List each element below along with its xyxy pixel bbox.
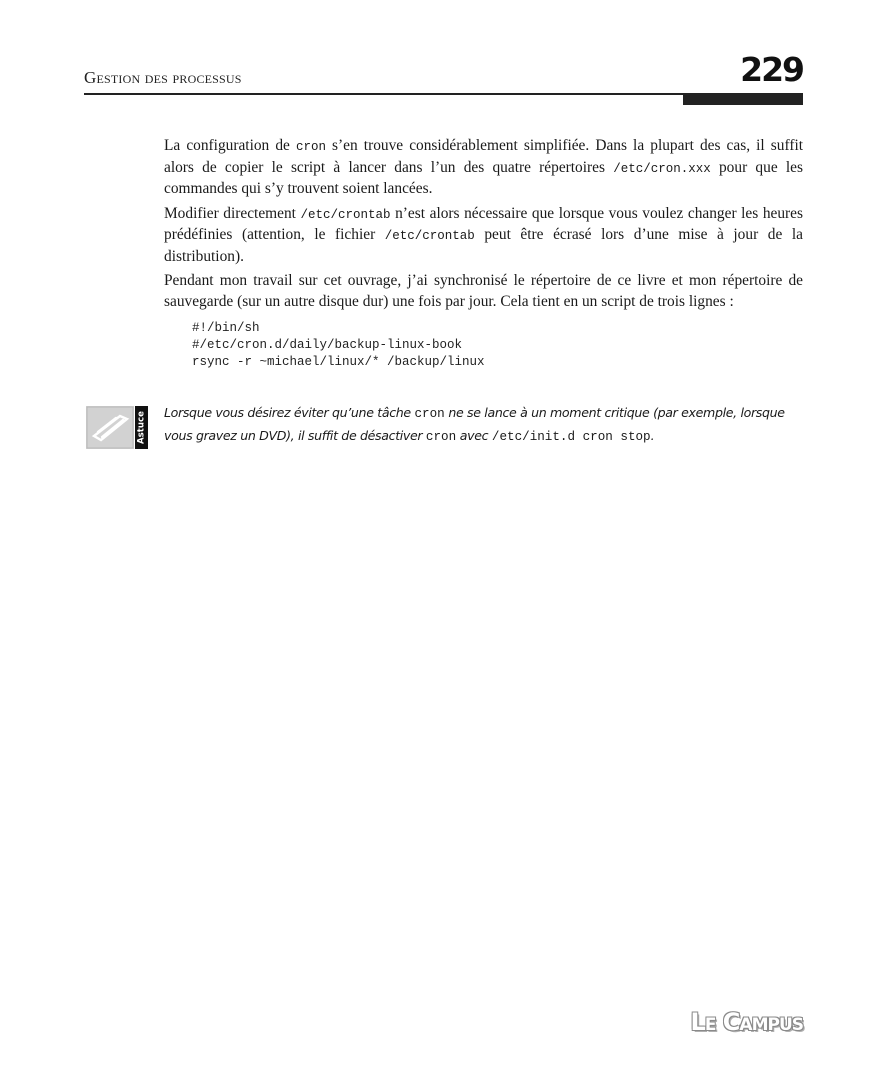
code-line: rsync -r ~michael/linux/* /backup/linux [192, 355, 485, 369]
code-line: #!/bin/sh [192, 321, 260, 335]
paragraph-3: Pendant mon travail sur cet ouvrage, j’ai synchronisé le répertoire de ce livre et mon répertoire de sauvegarde (sur un autre disque dur) une fois par jour. Cela tient en un script de trois lignes : [164, 272, 803, 310]
paragraph-1-text-a: La configuration de [164, 137, 296, 154]
body-text [164, 136, 803, 371]
header-bar [683, 95, 803, 105]
tip-text-a: Lorsque vous désirez éviter qu’une tâche [164, 405, 415, 420]
paragraph-2 [164, 204, 803, 268]
paragraph-2-text-e: peut être écrasé lors d’une mise à jour de la distribution). [164, 226, 803, 265]
inline-code-crontab-2: /etc/crontab [384, 229, 475, 243]
code-line: #/etc/cron.d/daily/backup-linux-book [192, 338, 463, 352]
tip-icon [86, 406, 148, 449]
tip-code-command: /etc/init.d cron stop [491, 430, 651, 444]
tip-text-e: avec [456, 428, 492, 443]
tip-code-cron-2: cron [425, 430, 457, 444]
tip-text-c: ne se lance à un moment critique (par exemple, lorsque vous gravez un DVD), il suffit de désactiver [164, 405, 785, 443]
paragraph-2-text-c: n’est alors nécessaire que lorsque vous voulez changer les heures prédéfinies (attention, le fichier [164, 204, 804, 243]
inline-code-cron-dir: /etc/cron.xxx [613, 161, 711, 176]
paragraph-2-text-a: Modifier directement [164, 204, 301, 222]
page-number: 229 [740, 50, 803, 89]
tip-code-cron: cron [414, 407, 445, 421]
tip-text [164, 402, 804, 448]
paragraph-1 [164, 136, 803, 200]
paragraph-1-text-c: s’en trouve considérablement simplifiée. Dans la plupart des cas, il suffit alors de copier le script à lancer dans l’un des quatre répertoires [164, 137, 803, 176]
chapter-title: Gestion des processus [84, 68, 242, 87]
paragraph-1-text-e: pour que les commandes qui s’y trouvent soient lancées. [164, 158, 803, 197]
tip-text-g: . [650, 428, 655, 443]
inline-code-crontab: /etc/crontab [300, 207, 391, 222]
code-block [192, 320, 803, 371]
tip-label: Astuce [136, 411, 147, 444]
inline-code-cron: cron [295, 140, 326, 154]
publisher-logo: Le Campus [690, 1008, 803, 1036]
